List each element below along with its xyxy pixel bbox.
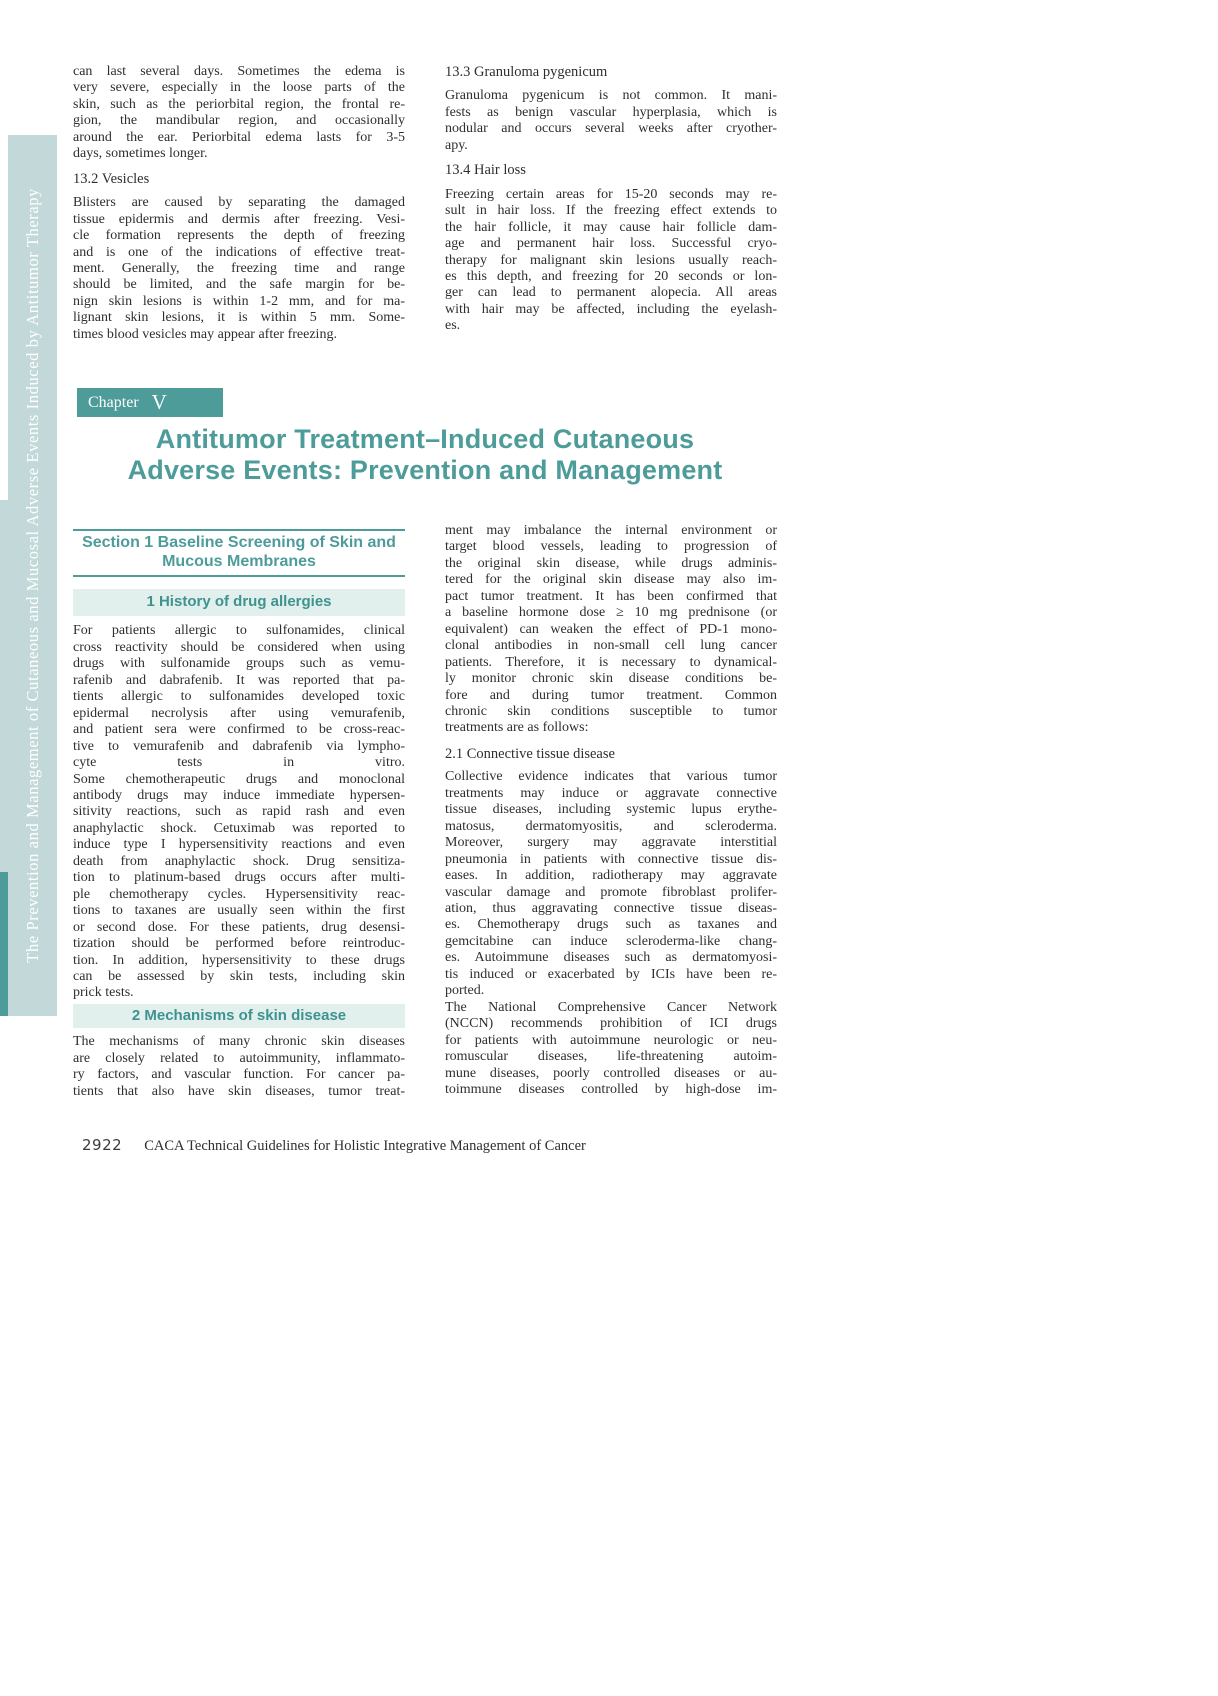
- text-line: tization should be performed before reintroduc-: [73, 936, 405, 952]
- text-line: Collective evidence indicates that various tumor: [445, 769, 777, 785]
- top-left-column: [73, 64, 405, 343]
- paragraph: [73, 64, 405, 163]
- text-line: ry factors, and vascular function. For cancer pa-: [73, 1067, 405, 1083]
- heading-13-3: 13.3 Granuloma pygenicum: [445, 64, 608, 80]
- text-line: eases. In addition, radiotherapy may aggravate: [445, 868, 777, 884]
- section1-right-column: [445, 523, 777, 1098]
- paragraph: [73, 195, 405, 343]
- text-line: fests as benign vascular hyperplasia, which is: [445, 104, 777, 120]
- page-footer: [82, 1136, 586, 1155]
- heading-13-4: 13.4 Hair loss: [445, 162, 526, 179]
- text-line: age and permanent hair loss. Successful cryo-: [445, 236, 777, 252]
- text-line: sult in hair loss. If the freezing effect extends to: [445, 203, 777, 219]
- text-line: days, sometimes longer.: [73, 146, 208, 162]
- text-line: es. Chemotherapy drugs such as taxanes and: [445, 917, 777, 933]
- text-line: for patients with autoimmune neurologic or neu-: [445, 1032, 777, 1048]
- text-line: and patient sera were confirmed to be cross-reac-: [73, 722, 405, 738]
- text-line: tients allergic to sulfonamides developed toxic: [73, 689, 405, 705]
- text-line: sitivity reactions, such as rapid rash and even: [73, 804, 405, 820]
- text-line: tion. In addition, hypersensitivity to these drugs: [73, 952, 405, 968]
- paragraph: [445, 1000, 777, 1099]
- paragraph: [445, 523, 777, 737]
- text-line: epidermal necrolysis after using vemurafenib,: [73, 705, 405, 721]
- text-line: pneumonia in patients with connective tissue dis-: [445, 851, 777, 867]
- text-line: (NCCN) recommends prohibition of ICI drugs: [445, 1016, 777, 1032]
- chapter-title-line2: Adverse Events: Prevention and Management: [127, 455, 723, 485]
- section1-heading: [73, 529, 405, 577]
- text-line: toimmune diseases controlled by high-dose im-: [445, 1081, 777, 1097]
- text-line: tions to taxanes are usually seen within the first: [73, 903, 405, 919]
- text-line: cle formation represents the depth of freezing: [73, 228, 405, 244]
- text-line: can last several days. Sometimes the edema is: [73, 64, 405, 79]
- section1-heading-line2: Mucous Membranes: [162, 552, 316, 570]
- text-line: target blood vessels, leading to progression of: [445, 539, 777, 555]
- text-line: patients. Therefore, it is necessary to dynamical-: [445, 654, 777, 670]
- text-line: The National Comprehensive Cancer Network: [445, 999, 777, 1015]
- text-line: ly monitor chronic skin disease conditions be-: [445, 671, 777, 687]
- text-line: skin, such as the periorbital region, the frontal re-: [73, 96, 405, 112]
- text-line: times blood vesicles may appear after freezing.: [73, 326, 337, 342]
- text-line: the original skin disease, while drugs adminis-: [445, 555, 777, 571]
- text-line: rafenib and dabrafenib. It was reported that pa-: [73, 672, 405, 688]
- sidebar-vertical-title: The Prevention and Management of Cutaneous and Mucosal Adverse Events Induced by Antitumor Therapy: [22, 188, 42, 963]
- text-line: anaphylactic shock. Cetuximab was reported to: [73, 820, 405, 836]
- text-line: es this depth, and freezing for 20 seconds or lon-: [445, 268, 777, 284]
- text-line: ger can lead to permanent alopecia. All areas: [445, 285, 777, 301]
- text-line: are closely related to autoimmunity, inflammato-: [73, 1050, 405, 1066]
- text-line: vascular damage and promote fibroblast prolifer-: [445, 884, 777, 900]
- text-line: antibody drugs may induce immediate hypersen-: [73, 787, 405, 803]
- paragraph: [73, 1034, 405, 1100]
- section1-left-column: [73, 529, 405, 1100]
- chapter-banner: [77, 388, 223, 417]
- text-line: es.: [445, 318, 461, 334]
- text-line: ation, thus aggravating connective tissue diseas-: [445, 900, 777, 916]
- chapter-title: [73, 424, 777, 486]
- paragraph: [445, 769, 777, 999]
- text-line: ple chemotherapy cycles. Hypersensitivity reac-: [73, 886, 405, 902]
- text-line: tion to platinum-based drugs occurs after multi-: [73, 870, 405, 886]
- subsection1-heading: 1 History of drug allergies: [73, 589, 405, 616]
- text-line: ment may imbalance the internal environment or: [445, 523, 777, 538]
- text-line: pact tumor treatment. It has been confirmed that: [445, 588, 777, 604]
- text-line: and is one of the indications of effective treat-: [73, 244, 405, 260]
- text-line: chronic skin conditions susceptible to tumor: [445, 703, 777, 719]
- text-line: or second dose. For these patients, drug desensi-: [73, 919, 405, 935]
- text-line: es. Autoimmune diseases such as dermatomyosi-: [445, 950, 777, 966]
- text-line: should be limited, and the safe margin for be-: [73, 277, 405, 293]
- text-line: ported.: [445, 983, 485, 999]
- text-line: can be assessed by skin tests, including skin: [73, 968, 405, 984]
- text-line: prick tests.: [73, 985, 134, 1001]
- text-line: death from anaphylactic shock. Drug sensitiza-: [73, 853, 405, 869]
- text-line: drugs with sulfonamide groups such as vemu-: [73, 656, 405, 672]
- sidebar-strip: [8, 135, 57, 1016]
- text-line: clonal antibodies in non-small cell lung cancer: [445, 638, 777, 654]
- text-line: nodular and occurs several weeks after cryother-: [445, 121, 777, 137]
- text-line: lignant skin lesions, it is within 5 mm. Some-: [73, 310, 405, 326]
- paragraph: [445, 88, 777, 154]
- chapter-numeral: V: [151, 390, 167, 414]
- text-line: Some chemotherapeutic drugs and monoclonal: [73, 771, 405, 787]
- text-line: The mechanisms of many chronic skin diseases: [73, 1034, 405, 1050]
- text-line: matosus, dermatomyositis, and scleroderma.: [445, 818, 777, 834]
- text-line: treatments are as follows:: [445, 720, 589, 736]
- text-line: cross reactivity should be considered when using: [73, 639, 405, 655]
- text-line: mune diseases, poorly controlled diseases or au-: [445, 1065, 777, 1081]
- text-line: tis induced or exacerbated by ICIs have been re-: [445, 966, 777, 982]
- text-line: tered for the original skin disease may also im-: [445, 572, 777, 588]
- page-number: 2922: [82, 1136, 123, 1154]
- text-line: romuscular diseases, life-threatening autoim-: [445, 1049, 777, 1065]
- text-line: induce type I hypersensitivity reactions and even: [73, 837, 405, 853]
- text-line: Granuloma pygenicum is not common. It mani-: [445, 88, 777, 104]
- text-line: apy.: [445, 137, 468, 153]
- text-line: tissue epidermis and dermis after freezing. Vesi-: [73, 211, 405, 227]
- text-line: the hair follicle, it may cause hair follicle dam-: [445, 219, 777, 235]
- top-right-column: [445, 64, 777, 335]
- text-line: For patients allergic to sulfonamides, clinical: [73, 623, 405, 639]
- text-line: around the ear. Periorbital edema lasts for 3-5: [73, 129, 405, 145]
- text-line: cyte tests in vitro.: [73, 755, 405, 771]
- footer-book-title: CACA Technical Guidelines for Holistic Integrative Management of Cancer: [144, 1138, 586, 1154]
- text-line: Moreover, surgery may aggravate interstitial: [445, 835, 777, 851]
- text-line: Freezing certain areas for 15-20 seconds may re-: [445, 186, 777, 202]
- chapter-title-line1: Antitumor Treatment–Induced Cutaneous: [155, 424, 695, 454]
- text-line: tients that also have skin diseases, tumor treat-: [73, 1083, 405, 1099]
- text-line: Blisters are caused by separating the damaged: [73, 195, 405, 211]
- text-line: ment. Generally, the freezing time and range: [73, 260, 405, 276]
- text-line: tive to vemurafenib and dabrafenib via lympho-: [73, 738, 405, 754]
- text-line: very severe, especially in the loose parts of the: [73, 80, 405, 96]
- text-line: nign skin lesions is within 1-2 mm, and for ma-: [73, 293, 405, 309]
- text-line: fore and during tumor treatment. Common: [445, 687, 777, 703]
- chapter-label: Chapter: [88, 393, 139, 411]
- text-line: gemcitabine can induce scleroderma-like chang-: [445, 933, 777, 949]
- text-line: gion, the mandibular region, and occasionally: [73, 113, 405, 129]
- text-line: therapy for malignant skin lesions usually reach-: [445, 252, 777, 268]
- text-line: treatments may induce or aggravate connective: [445, 785, 777, 801]
- paragraph: [73, 623, 405, 1001]
- heading-2-1: 2.1 Connective tissue disease: [445, 745, 615, 762]
- text-line: a baseline hormone dose ≥ 10 mg prednisone (or: [445, 605, 777, 621]
- paragraph: [445, 187, 777, 335]
- subsection2-heading: 2 Mechanisms of skin disease: [73, 1004, 405, 1028]
- text-line: with hair may be affected, including the eyelash-: [445, 301, 777, 317]
- text-line: tissue diseases, including systemic lupus erythe-: [445, 802, 777, 818]
- text-line: equivalent) can weaken the effect of PD-1 mono-: [445, 621, 777, 637]
- section1-heading-line1: Section 1 Baseline Screening of Skin and: [82, 534, 396, 551]
- heading-13-2: 13.2 Vesicles: [73, 170, 150, 187]
